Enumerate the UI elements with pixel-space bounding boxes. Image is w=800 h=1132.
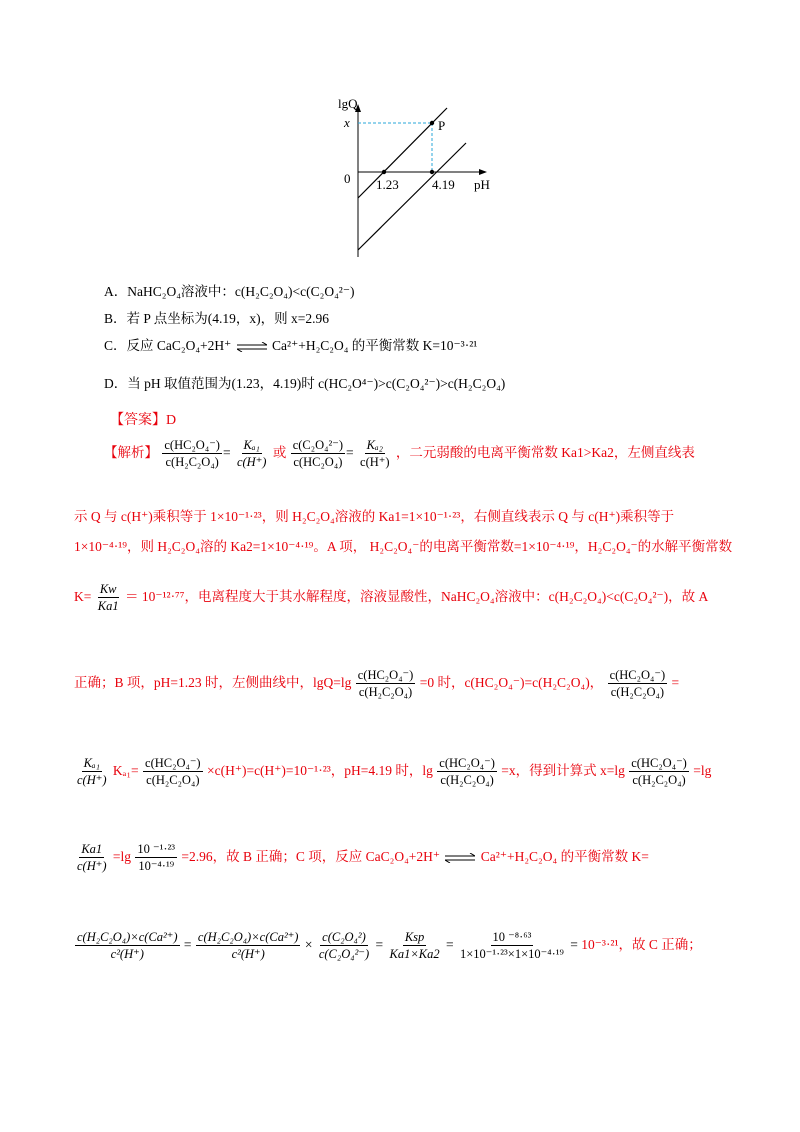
- equilibrium-arrow-icon: [237, 342, 267, 352]
- line5-tail: =: [671, 674, 680, 690]
- line7-c: Ca²⁺+H₂C₂O₄ 的平衡常数 K=: [480, 848, 649, 864]
- line7-a: =lg: [112, 848, 131, 864]
- x-axis-label: pH: [474, 177, 490, 192]
- x-axis-arrow: [479, 169, 487, 175]
- option-c: [104, 334, 477, 354]
- point-4-19: [430, 170, 434, 174]
- analysis-line-7: [74, 842, 649, 874]
- line6-a: Kₐ₁=: [112, 762, 139, 778]
- equilibrium-equation: $\frac{\text{c(H₂C₂O₄)×c(Ca²⁺)}}{\text{c²(H⁺)}}$ = $\frac{\text{c(H₂C₂O₄)×c(Ca²⁺)}}{\text{c²(H⁺)}}$ × $\frac{\text{c(C₂O₄²)}}{\text{c(C₂O₄²⁻)}}$ = $\frac{\text{Ksp}}{Ka1\times Ka2}$ = $\frac{\text{10 ⁻⁸·⁶³}}{\text{1×10⁻¹·²³×1×10⁻⁴·¹⁹}}$ = 10⁻³·²¹，故 C 正确；: [77, 930, 702, 962]
- y-axis-label: lgQ: [338, 96, 358, 111]
- line6-c: =x，得到计算式 x=lg: [501, 762, 625, 778]
- x-tick-2: 4.19: [432, 177, 455, 192]
- y-marker-label: x: [344, 115, 350, 130]
- line6-b: ×c(H⁺)=c(H⁺)=10⁻¹·²³，pH=4.19 时，lg: [206, 762, 433, 778]
- point-p: [430, 121, 434, 125]
- eq-fraction-1: $\frac{\text{c(H₂C₂O₄)×c(Ca²⁺)}}{\text{c²(H⁺)}}$: [77, 930, 178, 962]
- analysis-line-1: 【解析】 $\frac{\text{c(HC₂O₄⁻)}}{\text{c(H₂C₂O₄)}}$ = $\frac{\text{Kₐ₁}}{c(H^+)}$ 或 $\frac{\text{c(C₂O₄²⁻)}}{\text{c(HC₂O₄)}}$ = $\frac{\text{Kₐ₂}}{c(H^+)}$ ，二元弱酸的电离平衡常数 Ka1>Ka2，左侧直线表: [104, 438, 695, 470]
- line5-fraction-1: $\frac{\text{c(HC₂O₄⁻)}}{\text{c(H₂C₂O₄)}}$: [357, 668, 414, 700]
- fraction-2: $\frac{\text{Kₐ₁}}{c(H^+)}$: [236, 438, 267, 470]
- point-1-23: [382, 170, 386, 174]
- line7-power-fraction: $\frac{\text{10 ⁻¹·²³}}{\text{10⁻⁴·¹⁹}}$: [137, 842, 176, 874]
- eq-fraction-3: $\frac{\text{c(C₂O₄²)}}{\text{c(C₂O₄²⁻)}}$: [318, 930, 370, 962]
- fraction-3: $\frac{\text{c(C₂O₄²⁻)}}{\text{c(HC₂O₄)}}$: [292, 438, 344, 470]
- equilibrium-arrow-icon-2: [445, 853, 475, 863]
- analysis-line-5: [74, 668, 679, 700]
- option-c-prefix: C．反应 CaC₂O₄+2H⁺: [104, 338, 232, 353]
- point-p-label: P: [438, 118, 446, 133]
- or-text: 或: [272, 444, 287, 460]
- option-a: A．NaHC₂O₄溶液中：c(H₂C₂O₄)<c(C₂O₄²⁻): [104, 284, 355, 299]
- eq-fraction-5: $\frac{\text{10 ⁻⁸·⁶³}}{\text{1×10⁻¹·²³×1×10⁻⁴·¹⁹}}$: [460, 930, 564, 962]
- fraction-4: $\frac{\text{Kₐ₂}}{c(H^+)}$: [360, 438, 390, 470]
- analysis-line-6: [74, 756, 711, 788]
- fraction-1: $\frac{\text{c(HC₂O₄⁻)}}{\text{c(H₂C₂O₄)}}$: [164, 438, 220, 470]
- line5-a: 正确；B 项，pH=1.23 时，左侧曲线中，lgQ=lg: [74, 674, 352, 690]
- k-label: K=: [74, 588, 92, 604]
- eq-fraction-4: $\frac{\text{Ksp}}{Ka1\times Ka2}$: [389, 930, 440, 962]
- kw-fraction: $\frac{Kw}{Ka1}$: [97, 582, 119, 614]
- analysis-line-2: 示 Q 与 c(H⁺)乘积等于 1×10⁻¹·²³，则 H₂C₂O₄溶液的 Ka1=1×10⁻¹·²³，右侧直线表示 Q 与 c(H⁺)乘积等于: [74, 509, 675, 524]
- option-d: D．当 pH 取值范围为(1.23，4.19)时 c(HC₂O⁴⁻)>c(C₂O₄²⁻)>c(H₂C₂O₄): [104, 376, 506, 391]
- x-tick-1: 1.23: [376, 177, 399, 192]
- line6-fraction-2: $\frac{\text{c(HC₂O₄⁻)}}{\text{c(H₂C₂O₄)}}$: [439, 756, 495, 788]
- analysis-line-4-rest: ＝ 10⁻¹²·⁷⁷，电离程度大于其水解程度，溶液显酸性，NaHC₂O₄溶液中：c(H₂C₂O₄)<c(C₂O₄²⁻)，故 A: [124, 588, 709, 604]
- origin-label: 0: [344, 171, 351, 186]
- eq-fraction-2: $\frac{\text{c(H₂C₂O₄)×c(Ca²⁺)}}{\text{c²(H⁺)}}$: [197, 930, 299, 962]
- line6-fraction-3: $\frac{\text{c(HC₂O₄⁻)}}{\text{c(H₂C₂O₄)}}$: [631, 756, 687, 788]
- lgq-ph-graph: [330, 92, 510, 262]
- analysis-line-3: 1×10⁻⁴·¹⁹，则 H₂C₂O₄溶的 Ka2=1×10⁻⁴·¹⁹。A 项， H₂C₂O₄⁻的电离平衡常数=1×10⁻⁴·¹⁹，H₂C₂O₄⁻的水解平衡常数: [74, 539, 733, 554]
- line7-b: =2.96，故 B 正确；C 项，反应 CaC₂O₄+2H⁺: [181, 848, 441, 864]
- line6-ka1-fraction: $\frac{\text{Kₐ₁}}{c(H^+)}$: [77, 756, 107, 788]
- right-line: [358, 143, 466, 250]
- eq-result: 10⁻³·²¹，故 C 正确；: [581, 936, 702, 952]
- line6-d: =lg: [693, 762, 712, 778]
- analysis-label: 【解析】: [104, 444, 158, 460]
- line6-fraction-1: $\frac{\text{c(HC₂O₄⁻)}}{\text{c(H₂C₂O₄)}}$: [145, 756, 201, 788]
- line5-fraction-2: $\frac{\text{c(HC₂O₄⁻)}}{\text{c(H₂C₂O₄)}}$: [609, 668, 666, 700]
- analysis-line-1-tail: ，二元弱酸的电离平衡常数 Ka1>Ka2，左侧直线表: [395, 444, 695, 460]
- answer: 【答案】D: [110, 413, 177, 428]
- line7-ka1-fraction: $\frac{Ka1}{c(H^+)}$: [77, 842, 107, 874]
- line5-b: =0 时，c(HC₂O₄⁻)=c(H₂C₂O₄)，: [419, 674, 604, 690]
- option-c-suffix: Ca²⁺+H₂C₂O₄ 的平衡常数 K=10⁻³·²¹: [272, 338, 478, 353]
- analysis-line-4: [74, 582, 708, 614]
- option-b: B．若 P 点坐标为(4.19，x)，则 x=2.96: [104, 311, 329, 326]
